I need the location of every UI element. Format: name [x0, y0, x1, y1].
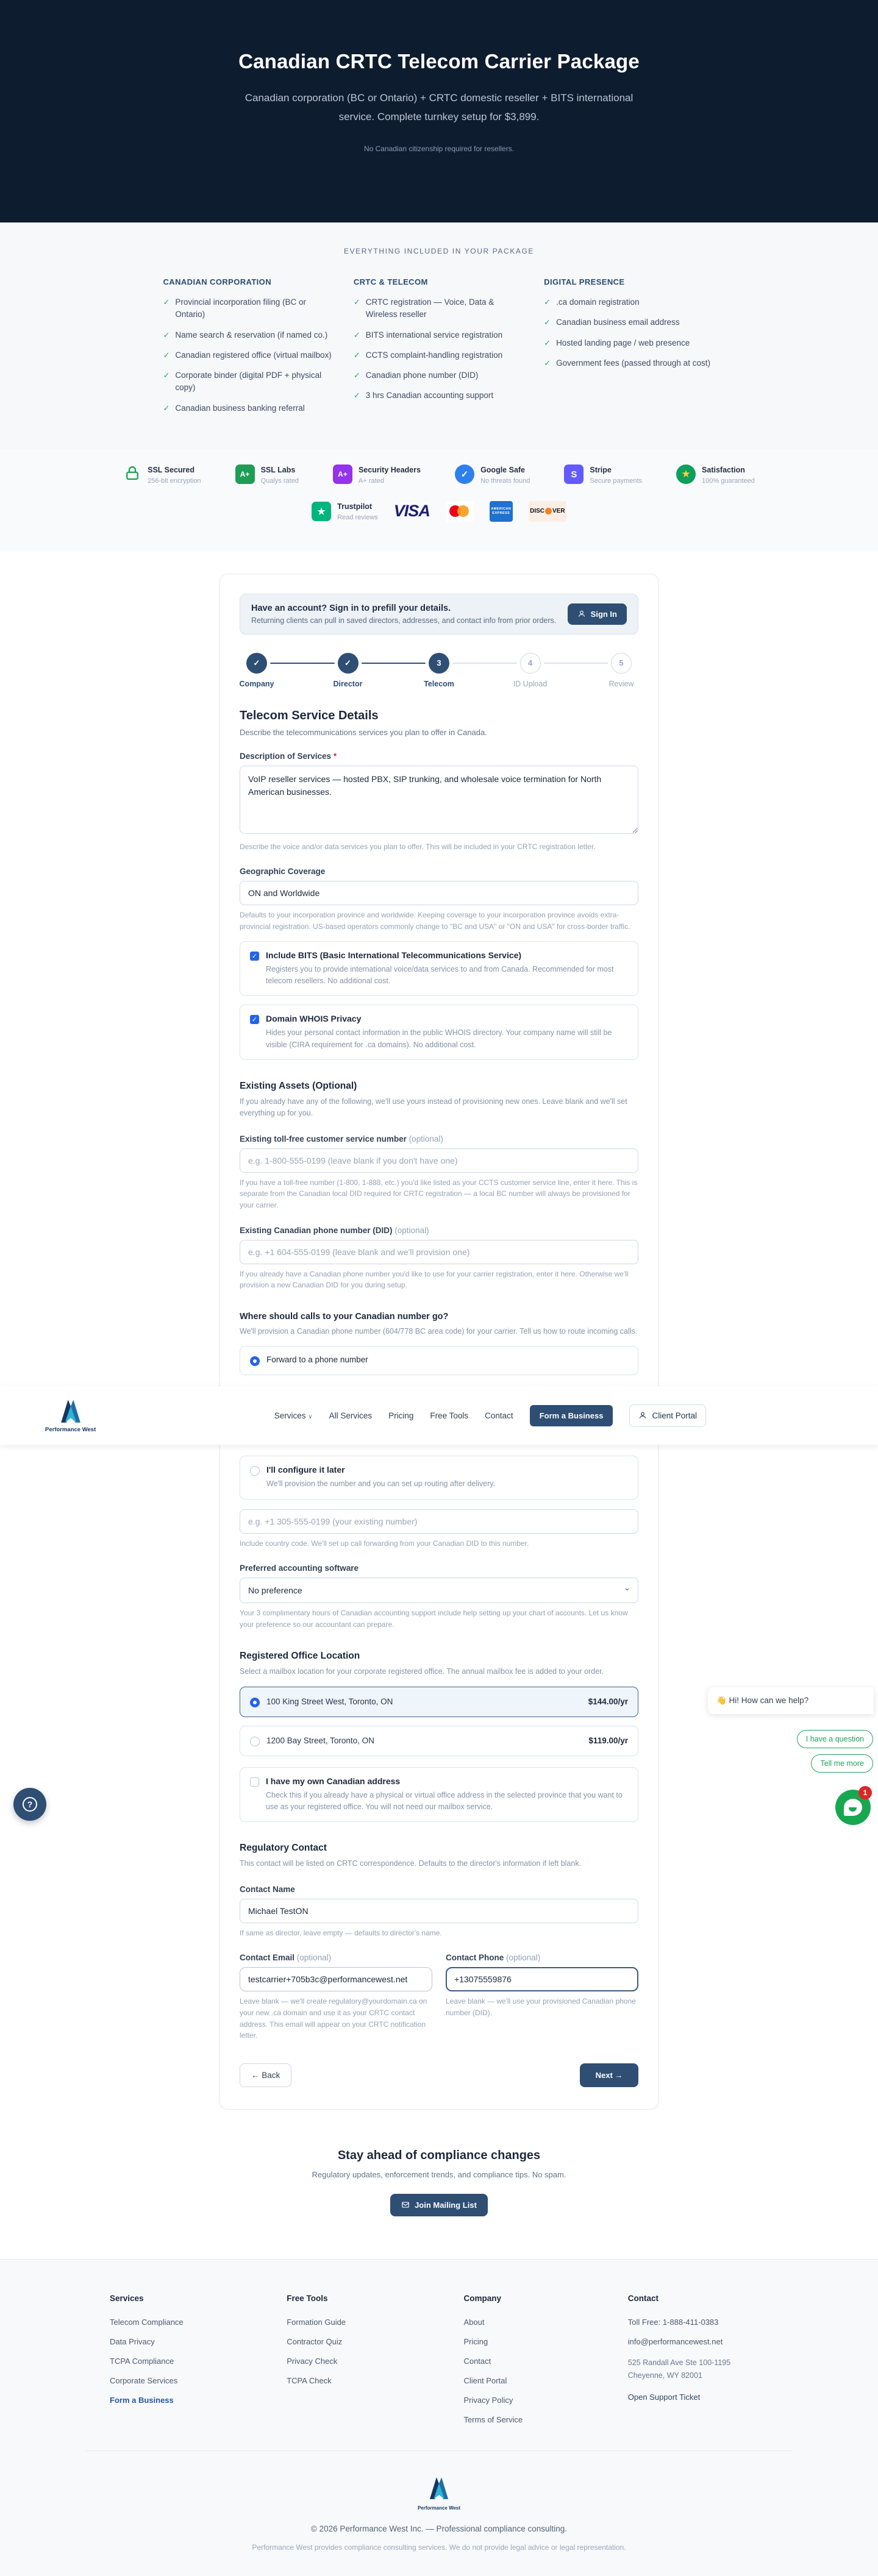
- coverage-help: Defaults to your incorporation province and worldwide. Keeping coverage to your incorporation province avoids extra-provincial registration. US-based operators commonly change to "BC and USA" or "ON and USA" for cross-border traffic.: [240, 911, 630, 931]
- brand-name: Performance West: [45, 1426, 96, 1434]
- description-label: Description of Services *: [240, 751, 337, 761]
- checkbox-checked-icon[interactable]: ✓: [250, 952, 259, 961]
- badge-ssl-secured: SSL Secured 256-bit encryption: [123, 464, 201, 485]
- brand-logo[interactable]: [45, 1398, 96, 1433]
- footer-link-privacy-check[interactable]: Privacy Check: [287, 2356, 338, 2366]
- hero-subtitle: Canadian corporation (BC or Ontario) + CRTC domestic reseller + BITS international service. Complete turnkey setup for $3,899.: [244, 92, 634, 123]
- footer-phone: Toll Free: 1-888-411-0383: [627, 2317, 719, 2327]
- performance-west-logo-icon: [426, 2475, 452, 2501]
- chat-bubble-icon: [844, 1799, 862, 1816]
- package-column-title: DIGITAL PRESENCE: [544, 277, 625, 286]
- package-item: ✓ Canadian registered office (virtual mailbox): [163, 349, 334, 361]
- contact-email-help: Leave blank — we'll create regulatory@yourdomain.ca on your new .ca domain and use it as your CRTC contact address. This email will appear on your CRTC notification letter.: [240, 1997, 427, 2040]
- bits-option[interactable]: [240, 941, 638, 997]
- progress-stepper: [239, 653, 635, 688]
- badge-trustpilot: ★ Trustpilot Read reviews: [312, 501, 378, 521]
- office-option-bay-street[interactable]: 1200 Bay Street, Toronto, ON $119.00/yr: [240, 1726, 638, 1756]
- bits-desc: Registers you to provide international voice/data services to and from Canada. Recommended for most telecom resellers. No additional cost.: [266, 964, 614, 985]
- office-option-king-street[interactable]: 100 King Street West, Toronto, ON $144.00/yr: [240, 1687, 638, 1717]
- footer-link-client-portal[interactable]: Client Portal: [463, 2375, 507, 2385]
- chat-greeting: 👋 Hi! How can we help?: [716, 1696, 809, 1705]
- discover-logo: DISC VER: [529, 501, 566, 522]
- badge-security-headers: A+ Security Headers A+ rated: [333, 464, 421, 485]
- client-portal-button[interactable]: Client Portal: [629, 1404, 706, 1427]
- footer-link-contact[interactable]: Contact: [463, 2356, 491, 2366]
- routing-later-label: I'll configure it later: [266, 1465, 345, 1475]
- contact-name-label: Contact Name: [240, 1884, 295, 1894]
- badge-stripe: S Stripe Secure payments: [564, 464, 642, 485]
- person-icon: [638, 1411, 647, 1420]
- package-item: ✓ CRTC registration — Voice, Data & Wireless reseller: [354, 296, 524, 321]
- security-headers-icon: A+: [333, 464, 352, 484]
- shield-check-icon: ✓: [455, 464, 474, 484]
- footer-link-telecom-compliance[interactable]: Telecom Compliance: [110, 2317, 184, 2327]
- check-icon: ✓: [544, 297, 551, 307]
- star-icon: ★: [676, 464, 696, 484]
- bits-label: Include BITS (Basic International Telecommunications Service): [266, 950, 522, 960]
- did-label: Existing Canadian phone number (DID) (optional): [240, 1225, 429, 1235]
- coverage-input[interactable]: [240, 881, 638, 905]
- footer-copyright: © 2026 Performance West Inc. — Professional compliance consulting.: [310, 2524, 568, 2533]
- whois-desc: Hides your personal contact information in the public WHOIS directory. Your company name will still be visible (CIRA requirement for .ca domains). No additional cost.: [266, 1028, 612, 1049]
- own-address-option[interactable]: [240, 1767, 638, 1823]
- coverage-label: Geographic Coverage: [240, 867, 326, 877]
- footer-services-column: Services Telecom Compliance Data Privacy TCPA Compliance Corporate Services Form a Business: [110, 2294, 250, 2435]
- package-item: ✓ Corporate binder (digital PDF + physical copy): [163, 369, 334, 394]
- footer-link-form-a-business[interactable]: Form a Business: [110, 2395, 174, 2405]
- join-mailing-list-button[interactable]: Join Mailing List: [390, 2194, 488, 2216]
- chat-greeting-card: [708, 1687, 874, 1714]
- check-icon: ✓: [353, 297, 360, 307]
- nav-services[interactable]: Services ∨: [274, 1411, 313, 1420]
- contact-phone-input[interactable]: [446, 1967, 638, 1991]
- check-icon: ✓: [163, 330, 170, 340]
- description-help: Describe the voice and/or data services you plan to offer. This will be included in your CRTC registration letter.: [240, 842, 596, 851]
- hero-banner: [0, 0, 878, 222]
- radio-unselected-icon[interactable]: [250, 1737, 260, 1746]
- description-textarea[interactable]: [240, 766, 638, 834]
- checkbox-checked-icon[interactable]: ✓: [250, 1015, 259, 1024]
- newsletter-section: [0, 2110, 878, 2259]
- check-icon: ✓: [353, 330, 360, 340]
- check-icon: ✓: [163, 350, 170, 360]
- package-item: ✓ Canadian business banking referral: [163, 402, 334, 415]
- footer-link-contractor-quiz[interactable]: Contractor Quiz: [287, 2336, 343, 2346]
- footer-link-corporate-services[interactable]: Corporate Services: [110, 2375, 178, 2385]
- check-icon: ✓: [163, 403, 170, 413]
- step-id-upload[interactable]: 4 ID Upload: [517, 653, 544, 688]
- package-column-title: CANADIAN CORPORATION: [163, 277, 271, 286]
- nav-all-services[interactable]: All Services: [329, 1411, 373, 1420]
- footer-disclaimer: Performance West provides compliance consulting services. We do not provide legal advice or legal representation.: [252, 2542, 626, 2552]
- envelope-icon: [401, 2201, 410, 2209]
- contact-phone-label: Contact Phone (optional): [446, 1953, 541, 1963]
- package-item: ✓ Hosted landing page / web presence: [544, 337, 715, 349]
- own-address-label: I have my own Canadian address: [266, 1776, 401, 1786]
- signin-banner: [240, 594, 638, 635]
- footer-link-pricing[interactable]: Pricing: [463, 2336, 488, 2346]
- lock-icon: [123, 464, 141, 485]
- check-icon: ✓: [544, 338, 551, 347]
- own-address-desc: Check this if you already have a physical or virtual office address in the selected province that you want to use as your registered office. You will not need our mailbox service.: [266, 1790, 623, 1812]
- routing-option-forward[interactable]: [240, 1346, 638, 1375]
- did-help: If you already have a Canadian phone number you'd like to use for your carrier registration, enter it here. Otherwise we'll provision a new Canadian DID for you during setup.: [240, 1269, 629, 1290]
- accounting-select[interactable]: No preference: [240, 1578, 638, 1603]
- footer-link-formation-guide[interactable]: Formation Guide: [287, 2317, 346, 2327]
- step-review[interactable]: 5 Review: [608, 653, 635, 688]
- radio-selected-icon[interactable]: [250, 1698, 260, 1707]
- office-heading: Registered Office Location: [240, 1651, 360, 1662]
- regulatory-heading: Regulatory Contact: [240, 1843, 327, 1854]
- office-subtitle: Select a mailbox location for your corporate registered office. The annual mailbox fee is added to your order.: [240, 1667, 604, 1676]
- mastercard-logo: [446, 501, 474, 522]
- routing-subtitle: We'll provision a Canadian phone number (604/778 BC area code) for your carrier. Tell us how to route incoming calls.: [240, 1326, 638, 1336]
- chat-unread-badge: 1: [858, 1786, 872, 1799]
- footer-link-privacy-policy[interactable]: Privacy Policy: [463, 2395, 513, 2405]
- check-icon: ✓: [163, 371, 170, 380]
- package-item: ✓ Canadian business email address: [544, 316, 715, 329]
- contact-email-input[interactable]: [240, 1967, 432, 1991]
- package-column-corporation: [163, 277, 334, 422]
- stripe-icon: S: [564, 464, 584, 484]
- package-column-digital: [544, 277, 715, 422]
- contact-name-input[interactable]: [240, 1899, 638, 1923]
- package-item: ✓ BITS international service registration: [354, 329, 524, 341]
- contact-name-help: If same as director, leave empty — defaults to director's name.: [240, 1928, 442, 1937]
- nav-free-tools[interactable]: Free Tools: [430, 1411, 469, 1420]
- contact-email-label: Contact Email (optional): [240, 1953, 332, 1963]
- package-kicker: EVERYTHING INCLUDED IN YOUR PACKAGE: [343, 247, 535, 255]
- package-section: [0, 222, 878, 449]
- footer-tools-column: Free Tools Formation Guide Contractor Quiz Privacy Check TCPA Check: [287, 2294, 427, 2435]
- footer-link-terms[interactable]: Terms of Service: [463, 2414, 523, 2424]
- nav-contact[interactable]: Contact: [485, 1411, 513, 1420]
- accounting-label: Preferred accounting software: [240, 1564, 359, 1573]
- check-icon: ✓: [353, 391, 360, 400]
- forward-number-help: Include country code. We'll set up call forwarding from your Canadian DID to this number.: [240, 1539, 529, 1548]
- contact-phone-help: Leave blank — we'll use your provisioned Canadian phone number (DID).: [446, 1997, 636, 2017]
- check-icon: ✓: [353, 350, 360, 360]
- tollfree-label: Existing toll-free customer service number (optional): [240, 1134, 443, 1144]
- existing-assets-heading: Existing Assets (Optional): [240, 1081, 357, 1092]
- radio-selected-icon[interactable]: [250, 1356, 260, 1366]
- forward-number-input[interactable]: [240, 1509, 638, 1534]
- whois-label: Domain WHOIS Privacy: [266, 1014, 362, 1024]
- footer-email-link[interactable]: info@performancewest.net: [627, 2336, 723, 2346]
- badge-google-safe: ✓ Google Safe No threats found: [455, 464, 530, 485]
- whois-option[interactable]: [240, 1005, 638, 1060]
- form-title: Telecom Service Details: [240, 708, 379, 722]
- tollfree-input[interactable]: [240, 1148, 638, 1173]
- radio-unselected-icon[interactable]: [250, 1466, 260, 1476]
- form-subtitle: Describe the telecommunications services you plan to offer in Canada.: [240, 727, 487, 737]
- footer-link-data-privacy[interactable]: Data Privacy: [110, 2336, 155, 2346]
- tollfree-help: If you have a toll-free number (1-800, 1-888, etc.) you'd like listed as your CCTS customer service line, enter it here. This is separate from the Canadian local DID required for CRTC registration — a local BC number will always be provisioned for your carrier.: [240, 1178, 638, 1209]
- office-price: $144.00/yr: [588, 1697, 628, 1707]
- badge-satisfaction: ★ Satisfaction 100% guaranteed: [676, 464, 755, 485]
- routing-heading: Where should calls to your Canadian number go?: [240, 1311, 449, 1322]
- newsletter-subtitle: Regulatory updates, enforcement trends, and compliance tips. No spam.: [312, 2169, 566, 2179]
- footer-company-column: Company About Pricing Contact Client Portal Privacy Policy Terms of Service: [463, 2294, 591, 2435]
- package-item: ✓ .ca domain registration: [544, 296, 715, 308]
- footer: [0, 2259, 878, 2576]
- footer-link-tcpa-check[interactable]: TCPA Check: [287, 2375, 332, 2385]
- routing-later-desc: We'll provision the number and you can set up routing after delivery.: [266, 1479, 496, 1489]
- trustpilot-star-icon: ★: [312, 502, 331, 521]
- step-telecom[interactable]: 3 Telecom: [426, 653, 452, 688]
- footer-support-ticket-link[interactable]: Open Support Ticket: [627, 2393, 701, 2402]
- existing-assets-subtitle: If you already have any of the following, we'll use yours instead of provisioning new ones. Leave blank and we'll set everything up for you.: [240, 1097, 627, 1118]
- package-item: ✓ Provincial incorporation filing (BC or Ontario): [163, 296, 334, 321]
- chat-more-button[interactable]: Tell me more: [811, 1754, 873, 1773]
- package-item: ✓ Name search & reservation (if named co.): [163, 329, 334, 341]
- footer-brand-name: Performance West: [417, 2505, 461, 2511]
- sign-in-button[interactable]: Sign In: [568, 603, 627, 625]
- step-director[interactable]: ✓ Director: [335, 653, 362, 688]
- signin-subtitle: Returning clients can pull in saved directors, addresses, and contact info from prior orders.: [251, 616, 557, 625]
- main-content: [0, 552, 878, 2110]
- step-company[interactable]: ✓ Company: [243, 653, 270, 688]
- site-navbar: [0, 1386, 878, 1445]
- form-a-business-button[interactable]: Form a Business: [530, 1405, 613, 1426]
- package-item: ✓ Government fees (passed through at cost): [544, 357, 715, 369]
- package-column-title: CRTC & TELECOM: [353, 277, 428, 286]
- signin-title: Have an account? Sign in to prefill your details.: [251, 603, 451, 613]
- check-icon: ✓: [353, 371, 360, 380]
- footer-link-about[interactable]: About: [463, 2317, 485, 2327]
- regulatory-subtitle: This contact will be listed on CRTC correspondence. Defaults to the director's information if left blank.: [240, 1859, 582, 1868]
- newsletter-title: Stay ahead of compliance changes: [337, 2148, 541, 2162]
- trust-band: [0, 449, 878, 552]
- footer-address: 525 Randall Ave Ste 100-1195 Cheyenne, WY 82001: [627, 2358, 731, 2380]
- order-form-card: [45, 574, 697, 2110]
- question-mark-icon: ?: [23, 1797, 37, 1812]
- help-fab-button[interactable]: [13, 1788, 46, 1821]
- check-icon: ✓: [544, 358, 551, 368]
- visa-logo: VISA: [393, 502, 430, 521]
- routing-option-later[interactable]: [240, 1456, 638, 1499]
- package-item: ✓ 3 hrs Canadian accounting support: [354, 390, 524, 402]
- amex-logo: AMERICAN EXPRESS: [490, 501, 513, 522]
- office-price: $119.00/yr: [588, 1736, 628, 1746]
- discover-dot-icon: [545, 508, 552, 514]
- checkbox-unchecked-icon[interactable]: [250, 1777, 259, 1787]
- did-input[interactable]: [240, 1240, 638, 1264]
- package-column-telecom: [354, 277, 524, 422]
- badge-ssl-labs: A+ SSL Labs Qualys rated: [235, 464, 299, 485]
- check-icon: ✓: [163, 297, 170, 307]
- package-item: ✓ CCTS complaint-handling registration: [354, 349, 524, 361]
- footer-contact-column: Contact Toll Free: 1-888-411-0383 info@performancewest.net 525 Randall Ave Ste 100-1195 Cheyenne, WY 82001 Open Support Ticket: [628, 2294, 768, 2435]
- select-caret-icon: ⌄: [624, 1583, 630, 1593]
- package-item: ✓ Canadian phone number (DID): [354, 369, 524, 382]
- nav-pricing[interactable]: Pricing: [388, 1411, 414, 1420]
- hero-note: No Canadian citizenship required for resellers.: [363, 144, 515, 154]
- chevron-down-icon: ∨: [308, 1413, 313, 1420]
- next-button[interactable]: Next →: [580, 2063, 638, 2087]
- footer-link-tcpa-compliance[interactable]: TCPA Compliance: [110, 2356, 174, 2366]
- page-title: Canadian CRTC Telecom Carrier Package: [238, 50, 640, 73]
- performance-west-logo-icon: [57, 1398, 85, 1425]
- back-button[interactable]: ← Back: [240, 2063, 291, 2087]
- accounting-help: Your 3 complimentary hours of Canadian accounting support include help setting up your chart of accounts. Let us know your preference so our accountant can prepare.: [240, 1609, 628, 1629]
- person-icon: [577, 610, 586, 618]
- ssl-labs-icon: A+: [235, 464, 255, 484]
- chat-question-button[interactable]: I have a question: [797, 1730, 873, 1748]
- routing-forward-label: Forward to a phone number: [266, 1355, 368, 1365]
- check-icon: ✓: [544, 318, 551, 327]
